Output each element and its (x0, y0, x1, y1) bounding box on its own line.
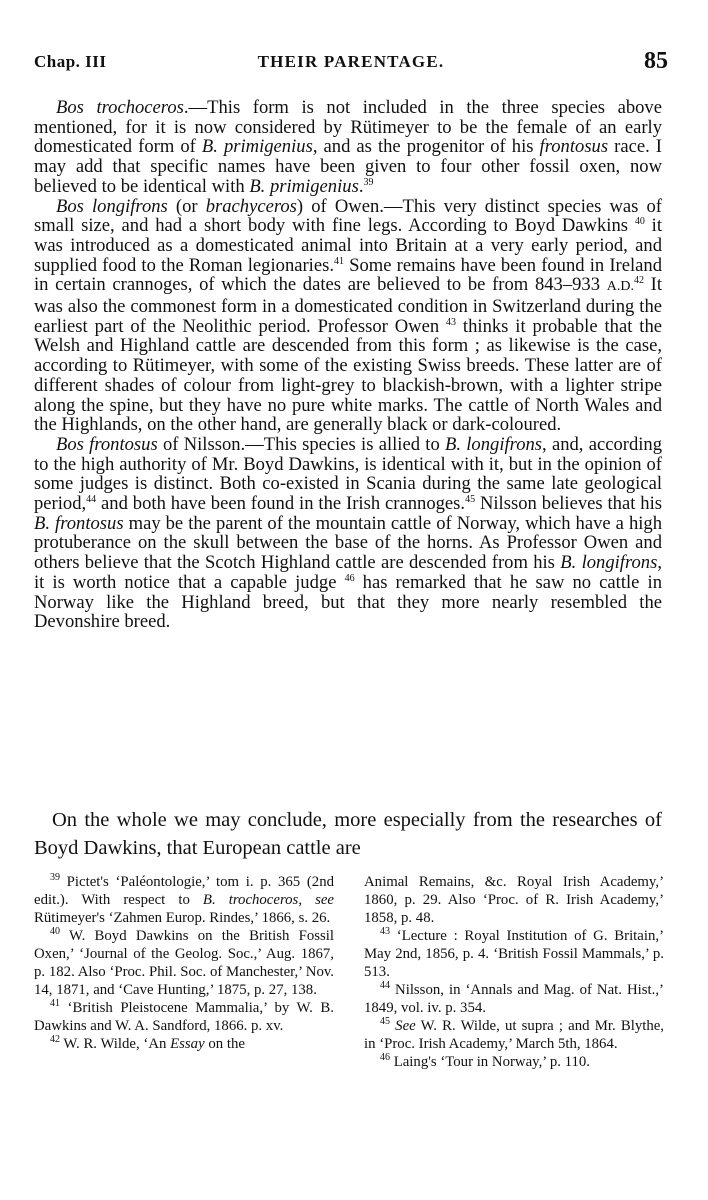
text-run: ) of Owen.—This very distinct species was of small size, and had a short body with fine legs. According to Boyd Dawkins (34, 195, 662, 237)
chapter-label: Chap. III (34, 52, 107, 71)
text-run: and both have been found in the Irish crannoges. (96, 493, 466, 515)
footnote-ref: 45 (465, 493, 476, 505)
species-name: B. primigenius (249, 175, 359, 197)
footnote-number: 41 (50, 998, 60, 1010)
text-run: thinks it probable that the Welsh and Highland cattle are descended from this form ; as likewise is the case, according to Rütimeyer, with some of the existing Swiss breeds. These latter are of different shades of colour from light-grey to blackish-brown, with a lighter stripe along the spine, but they have no pure white marks. The cattle of North Wales and the Highlands, on the other hand, are generally black or dark-coloured. (34, 315, 662, 436)
text-run: Pictet's ‘Paléontologie,’ tom i. p. 365 (2nd edit.). With respect to (34, 874, 334, 908)
footnote-41 (34, 999, 334, 1035)
footnote-46 (364, 1053, 664, 1071)
text-run: Nilsson, in ‘Annals and Mag. of Nat. Hist.,’ 1849, vol. iv. p. 354. (364, 982, 664, 1016)
footnote-number: 45 (380, 1016, 390, 1028)
text-run: (or (167, 195, 206, 217)
running-header (34, 48, 668, 82)
text-run: of Nilsson.—This species is allied to (157, 433, 445, 455)
text-run: W. Boyd Dawkins on the British Fossil Oxen,’ ‘Journal of the Geolog. Soc.,’ Aug. 1867, p. 182. Also ‘Proc. Phil. Soc. of Manchester,’ Nov. 14, 1871, and ‘Cave Hunting,’ 1875, p. 27, 138. (34, 928, 334, 998)
paragraph-bos-trochoceros (34, 98, 662, 197)
text-run: may be the parent of the mountain cattle of Norway, which have a high protuberance on the skull between the base of the horns. As Professor Owen and others believe that the Scotch Highland cattle are descended from his (34, 512, 662, 574)
text-run: Some remains have been found in Ireland in certain crannoges, of which the dates are believed to be from 843–933 (34, 254, 662, 296)
footnote-number: 39 (50, 872, 60, 884)
page-number: 85 (644, 48, 668, 74)
footnote-43 (364, 927, 664, 981)
footnotes (34, 873, 664, 1071)
paragraph-bos-frontosus (34, 435, 662, 632)
footnote-39 (34, 873, 334, 927)
title-word: Essay (170, 1036, 205, 1052)
text-run: , and as the progenitor of his (312, 136, 540, 158)
text-run: Rütimeyer's ‘Zahmen Europ. Rindes,’ 1866, s. 26. (34, 910, 331, 926)
species-name: B. primigenius (201, 136, 313, 158)
footnote-ref: 40 (634, 216, 645, 228)
footnote-ref: 41 (334, 255, 344, 267)
text-run: , it is worth notice that a capable judge (34, 552, 662, 593)
footnote-ref: 44 (86, 493, 97, 505)
text-run: Nilsson believes that his (475, 493, 663, 515)
era-abbreviation: A.D. (606, 279, 634, 295)
species-name: Bos frontosus (56, 433, 158, 455)
text-run: Laing's ‘Tour in Norway,’ p. 110. (390, 1054, 590, 1070)
species-name: Bos trochoceros (56, 97, 184, 118)
footnote-40 (34, 927, 334, 999)
text-run: .—This form is not included in the three species above mentioned, for it is now considered by Rütimeyer to be the female of an early domesticated form of (34, 97, 662, 158)
text-run: it was introduced as a domesticated animal into Britain at a very early period, and supplied food to the Roman legionaries. (34, 215, 662, 276)
footnote-42 (34, 1035, 334, 1053)
text-run: W. R. Wilde, ut supra ; and Mr. Blythe, in ‘Proc. Irish Academy,’ March 5th, 1864. (364, 1018, 664, 1052)
footnotes-left-column (34, 873, 334, 1071)
see-reference: see (315, 892, 334, 908)
footnote-42-continued: Animal Remains, &c. Royal Irish Academy,’ 1860, p. 29. Also ‘Proc. of R. Irish Academy,’ 1858, p. 48. (364, 874, 664, 926)
text-run: , and, according to the high authority of Mr. Boyd Dawkins, is identical with it, but in the opinion of some judges is distinct. Both co-existed in Scania during the same late geological period, (34, 433, 662, 515)
footnote-number: 44 (380, 980, 390, 992)
footnote-ref: 43 (446, 316, 457, 328)
species-name: B. frontosus (34, 512, 124, 534)
footnote-45 (364, 1017, 664, 1053)
text-run: has remarked that he saw no cattle in Norway like the Highland breed, but that they more nearly resembled the Devonshire breed. (34, 571, 662, 633)
conclusion-paragraph: On the whole we may conclude, more especially from the researches of Boyd Dawkins, that European cattle are (34, 809, 662, 859)
footnote-ref: 46 (344, 572, 355, 584)
text-run: race. I may add that specific names have been given to four other fossil oxen, now believed to be identical with (34, 136, 662, 197)
main-text (34, 98, 662, 632)
text-run: , (298, 892, 316, 908)
text-run: . (358, 175, 364, 197)
paragraph-bos-longifrons (34, 197, 662, 435)
running-title: THEIR PARENTAGE. (257, 52, 445, 71)
species-name: Bos longifrons (56, 195, 168, 217)
see-reference: See (395, 1018, 416, 1034)
species-name: B. trochoceros (202, 892, 299, 908)
footnote-number: 43 (380, 926, 390, 938)
footnote-number: 40 (50, 926, 60, 938)
footnote-ref: 42 (633, 275, 644, 287)
species-name: B. longifrons (560, 552, 658, 574)
species-name: brachyceros (205, 195, 297, 217)
race-name: frontosus (539, 136, 609, 158)
footnotes-right-column (364, 873, 664, 1071)
footnote-number: 46 (380, 1052, 390, 1064)
text-run: W. R. Wilde, ‘An (60, 1036, 171, 1052)
text-run: ‘British Pleistocene Mammalia,’ by W. B. Dawkins and W. A. Sandford, 1866. p. xv. (34, 1000, 334, 1034)
text-run: ‘Lecture : Royal Institution of G. Britain,’ May 2nd, 1856, p. 4. ‘British Fossil Mammals,’ p. 513. (364, 928, 664, 980)
conclusion-text (34, 806, 662, 862)
text-run: It was also the commonest form in a domesticated condition in Switzerland during the earliest part of the Neolithic period. Professor Owen (34, 274, 662, 337)
footnote-44 (364, 981, 664, 1017)
text-run: on the (204, 1036, 245, 1052)
footnote-number: 42 (50, 1034, 60, 1046)
species-name: B. longifrons (445, 433, 543, 455)
footnote-ref: 39 (363, 176, 374, 188)
